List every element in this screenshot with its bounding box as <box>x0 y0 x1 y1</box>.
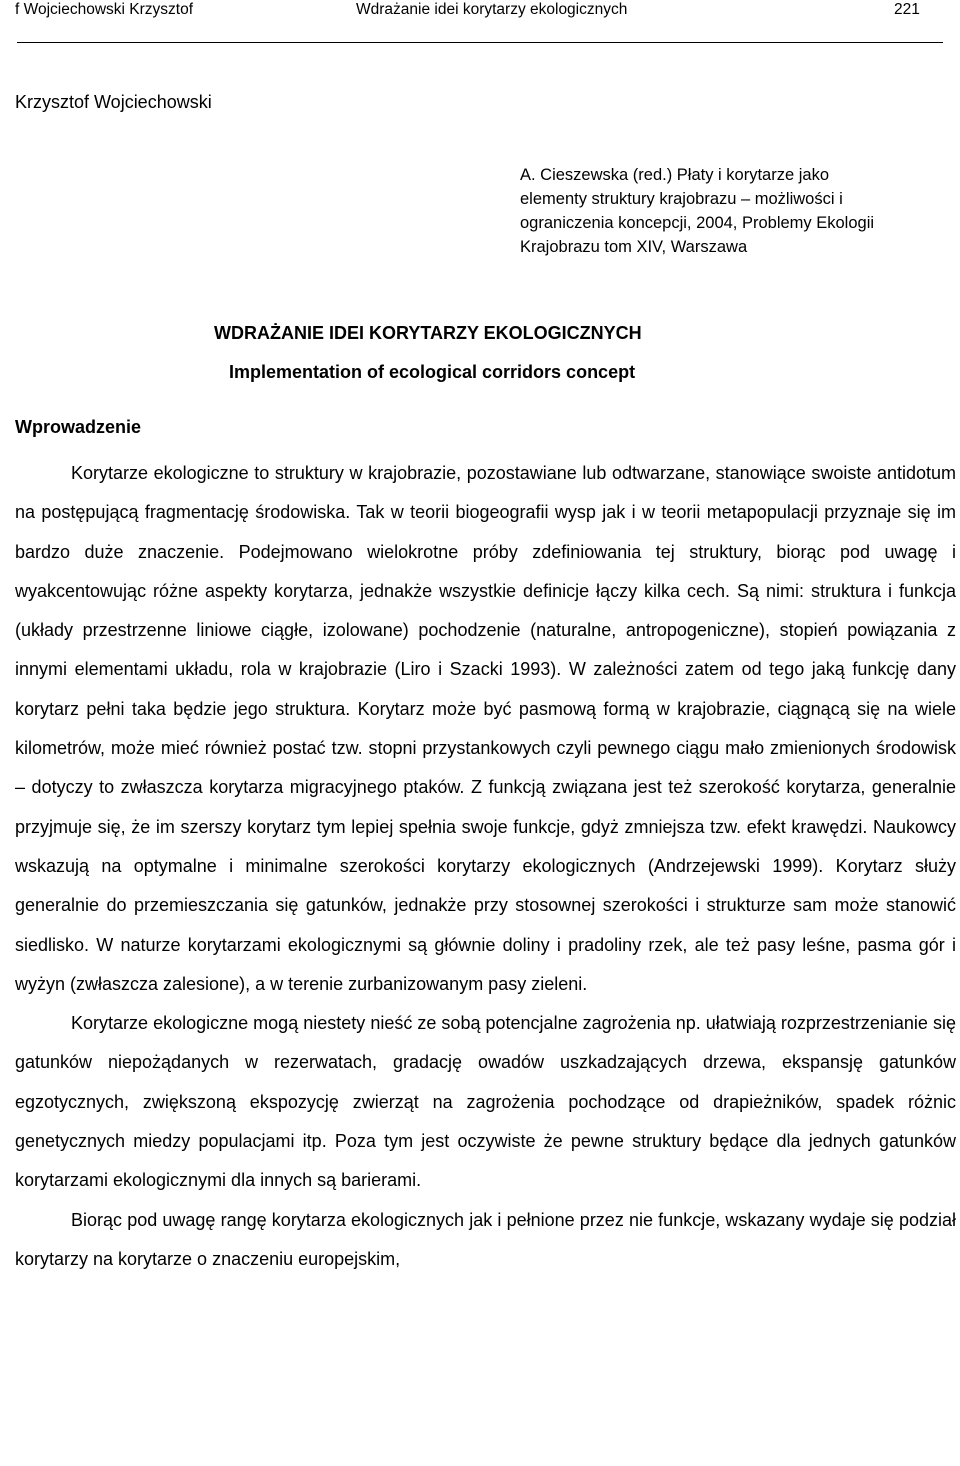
page-number: 221 <box>894 1 920 18</box>
author-name: Krzysztof Wojciechowski <box>15 92 212 112</box>
reference-line: A. Cieszewska (red.) Płaty i korytarze jako <box>520 166 830 184</box>
running-header <box>0 0 960 22</box>
paragraph: Korytarze ekologiczne to struktury w krajobrazie, pozostawiane lub odtwarzane, stanowiące swoiste antidotum na postępującą fragmentację środowiska. Tak w teorii biogeografii wysp jak i w teorii metapopulacji przyznaje się im bardzo duże znaczenie. Podejmowano wielokrotne próby zdefiniowania tej struktury, biorąc pod uwagę i wyakcentowując różne aspekty korytarza, jednakże wszystkie definicje łączy kilka cech. Są nimi: struktura i funkcja (układy przestrzenne liniowe ciągłe, izolowane) pochodzenie (naturalne, antropogeniczne), stopień powiązania z innymi elementami układu, rola w krajobrazie (Liro i Szacki 1993). W zależności zatem od tego jaką funkcję dany korytarz pełni taka będzie jego struktura. Korytarz może być pasmową formą w krajobrazie, ciągnącą się na wiele kilometrów, może mieć również postać tzw. stopni przystankowych czyli pewnego ciągu mało zmienionych środowisk – dotyczy to zwłaszcza korytarza migracyjnego ptaków. Z funkcją związana jest też szerokość korytarza, generalnie przyjmuje się, że im szerszy korytarz tym lepiej spełnia swoje funkcje, gdyż zmniejsza tzw. efekt krawędzi. Naukowcy wskazują na optymalne i minimalne szerokości korytarzy ekologicznych (Andrzejewski 1999). Korytarz służy generalnie do przemieszczania się gatunków, jednakże przy stosownej szerokości i strukturze sam może stanowić siedlisko. W naturze korytarzami ekologicznymi są głównie doliny i pradoliny rzek, ale też pasy leśne, pasma gór i wyżyn (zwłaszcza zalesione), a w terenie zurbanizowanym pasy zieleni. <box>15 463 956 994</box>
section-heading: Wprowadzenie <box>15 417 142 437</box>
body-text <box>15 454 956 1279</box>
article-title-english: Implementation of ecological corridors concept <box>229 362 636 382</box>
reference-line: elementy struktury krajobrazu – możliwości i <box>520 190 843 208</box>
paragraph: Biorąc pod uwagę rangę korytarza ekologicznych jak i pełnione przez nie funkcje, wskazany wydaje się podział korytarzy na korytarze o znaczeniu europejskim, <box>15 1209 956 1269</box>
reference-line: ograniczenia koncepcji, 2004, Problemy Ekologii <box>520 214 875 232</box>
header-rule <box>17 42 943 43</box>
running-header-author: f Wojciechowski Krzysztof <box>15 1 194 18</box>
reference-line: Krajobrazu tom XIV, Warszawa <box>520 238 748 256</box>
article-title-polish: WDRAŻANIE IDEI KORYTARZY EKOLOGICZNYCH <box>214 323 642 343</box>
reference-block <box>520 163 950 259</box>
paragraph: Korytarze ekologiczne mogą niestety nieść ze sobą potencjalne zagrożenia np. ułatwiają rozprzestrzenianie się gatunków niepożądanych w rezerwatach, gradację owadów uszkadzających drzewa, ekspansję gatunków egzotycznych, zwiększoną ekspozycję zwierząt na zagrożenia pochodzące od drapieżników, spadek różnic genetycznych miedzy populacjami itp. Poza tym jest oczywiste że pewne struktury będące dla jednych gatunków korytarzami ekologicznymi dla innych są barierami. <box>15 1013 956 1191</box>
running-header-title: Wdrażanie idei korytarzy ekologicznych <box>356 1 628 18</box>
